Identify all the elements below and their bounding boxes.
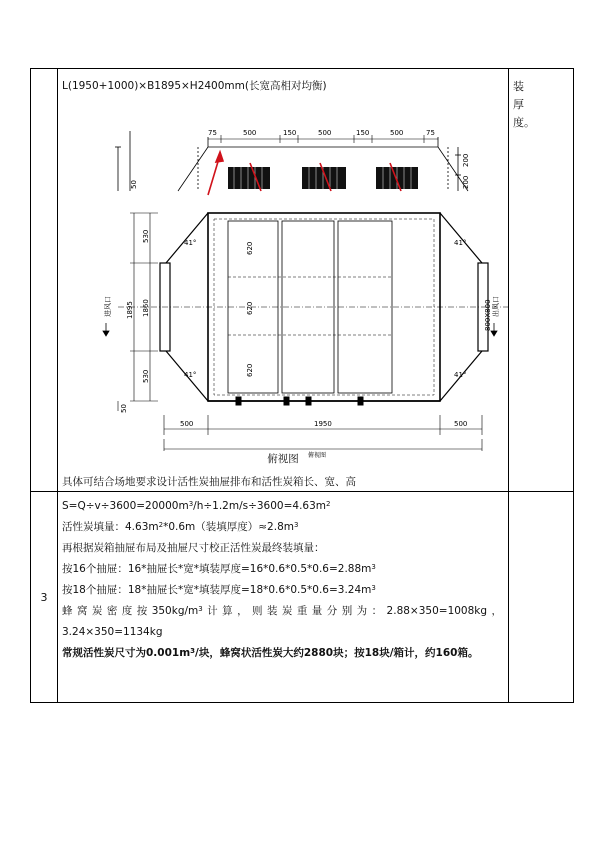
top-dim-label: 500 xyxy=(243,129,257,137)
left-dim-label: 530 xyxy=(142,229,150,243)
right-dim-label: 200 xyxy=(462,175,470,189)
calc-line-correction: 再根据炭箱抽屉布局及抽屉尺寸校正活性炭最终装填量： xyxy=(62,542,325,554)
drawer-dim-labels xyxy=(246,242,254,377)
calc-line-18-drawers: 按18个抽屉：18*抽屉长*宽*填装厚度$=18*0.6*0.5*0.6=3.24m^3$ xyxy=(62,584,376,596)
drawer-dim-label: 620 xyxy=(246,301,254,315)
side-cell xyxy=(509,492,574,703)
row-number-cell xyxy=(31,492,58,703)
calc-line-fill: 活性炭填量：$4.63m^2*0.6m$（装填厚度）$\approx 2.8m^3$ xyxy=(62,521,299,533)
left-dim-label: 530 xyxy=(142,369,150,383)
bottom-dim-label: 500 xyxy=(454,420,468,428)
angle-label: 41° xyxy=(184,239,197,247)
top-dim-label: 500 xyxy=(390,129,404,137)
drawer-dim-label: 620 xyxy=(246,241,254,255)
top-dim-label: 500 xyxy=(318,129,332,137)
left-top-dim-label: 50 xyxy=(130,180,138,189)
dimension-spec: L(1950+1000)×B1895×H2400mm(长宽高相对均衡) xyxy=(62,80,327,92)
bottom-dim-label: 1950 xyxy=(314,420,332,428)
top-dim-label: 150 xyxy=(356,129,370,137)
left-dim-lines xyxy=(118,213,158,411)
figure-caption: 俯视图 xyxy=(267,453,299,465)
top-view-drawing xyxy=(58,95,508,459)
bottom-label: 俯视图 xyxy=(308,452,327,459)
outlet-size-label: 800X800 xyxy=(484,299,492,331)
left-dim-label: 50 xyxy=(120,404,128,413)
angle-label: 41° xyxy=(454,371,467,379)
calculation-cell xyxy=(58,492,509,703)
row-number: 3 xyxy=(40,590,48,604)
calc-line-conclusion: 常规活性炭尺寸为$0.001m^3/$块，蜂窝状活性炭大约2880块；按18块/箱计，约160箱。 xyxy=(62,647,479,659)
calc-line-16-drawers: 按16个抽屉：16*抽屉长*宽*填装厚度$=16*0.6*0.5*0.6=2.88m^3$ xyxy=(62,563,376,575)
table-row xyxy=(31,69,574,492)
calc-line-weight: 蜂窝炭密度按$350kg/m^3$计算，则装炭重量分别为：2.88×350=1008kg，3.24×350=1134kg xyxy=(62,605,502,638)
bottom-dim-label: 500 xyxy=(180,420,194,428)
left-dim-label: 1895 xyxy=(126,301,134,319)
top-dim-label: 150 xyxy=(283,129,297,137)
spec-table xyxy=(30,68,574,703)
side-note: 装厚度。 xyxy=(513,80,535,129)
flow-arrows xyxy=(103,323,497,336)
design-note: 具体可结合场地要求设计活性炭抽屉排布和活性炭箱长、宽、高 xyxy=(62,476,356,488)
calc-line-area: $S=Q\div v\div 3600=20000m^3/h\div 1.2m/s\div 3600=4.63m^2$ xyxy=(62,500,331,512)
left-dim-label: 1860 xyxy=(142,299,150,317)
table-row xyxy=(31,492,574,703)
top-dim-label: 75 xyxy=(208,129,217,137)
side-cell xyxy=(509,69,574,492)
top-dim-label: 75 xyxy=(426,129,435,137)
angle-label: 41° xyxy=(454,239,467,247)
outlet-label: 出风口 xyxy=(492,296,500,317)
drawer-dim-label: 620 xyxy=(246,363,254,377)
row-number-cell xyxy=(31,69,58,492)
calculation-block xyxy=(58,492,508,664)
angle-label: 41° xyxy=(184,371,197,379)
plan-view-body xyxy=(118,213,508,405)
drawing-cell xyxy=(58,69,509,492)
right-dim-label: 200 xyxy=(462,153,470,167)
inlet-label: 进风口 xyxy=(104,296,112,317)
